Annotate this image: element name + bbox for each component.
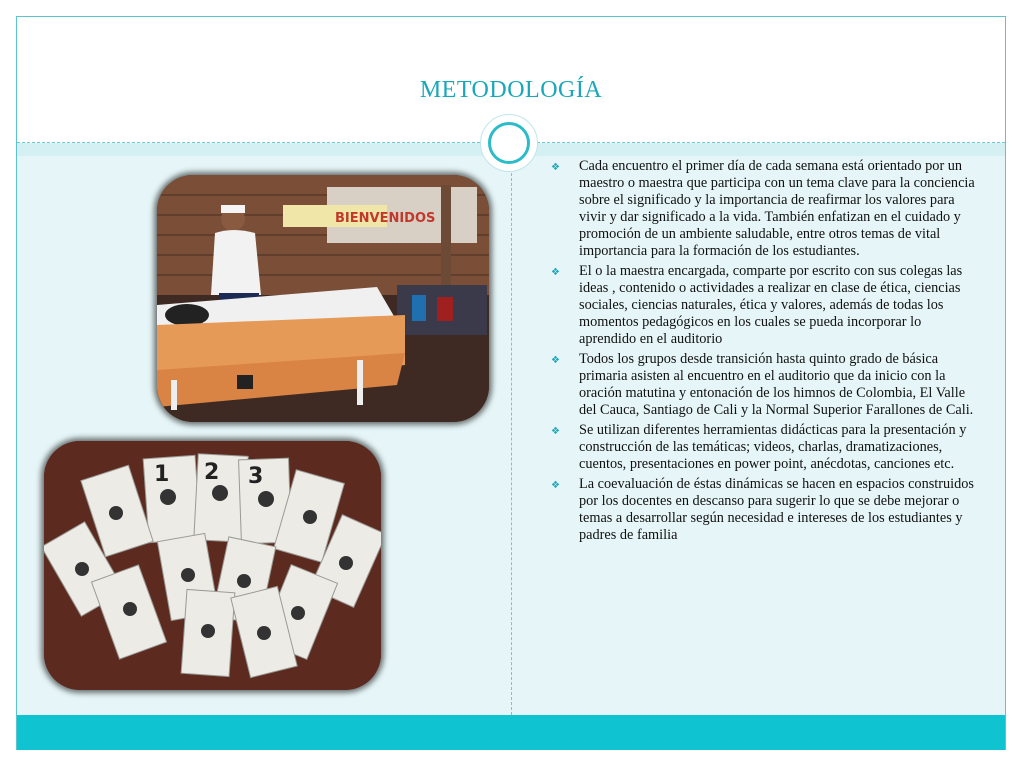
list-item <box>551 476 981 544</box>
list-item <box>551 422 981 473</box>
diamond-bullet-icon: ❖ <box>551 162 560 173</box>
bullet-text: La coevaluación de éstas dinámicas se hacen en espacios construidos por los docentes en descanso para sugerir lo que se debe mejorar o temas a desarrollar según necesidad e intereses de los estudiantes y padres de familia <box>579 476 975 543</box>
diamond-bullet-icon: ❖ <box>551 267 560 278</box>
footer-bar <box>17 715 1005 750</box>
svg-text:2: 2 <box>204 460 220 485</box>
bullet-text: Todos los grupos desde transición hasta quinto grado de básica primaria asisten al encuentro en el auditorio que da inicio con la oración matutina y entonación de los himnos de Colombia, El Valle del Cauca, Santiago de Cali y la Normal Superior Farallones de Cali. <box>579 351 974 418</box>
svg-text:1: 1 <box>154 462 170 487</box>
list-item <box>551 351 981 419</box>
photo-auditorium-dramatization <box>157 175 489 422</box>
bullet-text: Cada encuentro el primer día de cada semana está orientado por un maestro o maestra que participa con un tema clave para la conciencia sobre el significado y la importancia de reafirmar los valores para vivir y dar significado a la vida. También enfatizan en el cuidado y promoción de un ambiente saludable, entre otros temas de vital importancia para la formación de los estudiantes. <box>579 158 975 259</box>
diamond-bullet-icon: ❖ <box>551 426 560 437</box>
slide-title: METODOLOGÍA <box>419 77 603 103</box>
diamond-bullet-icon: ❖ <box>551 480 560 491</box>
diamond-bullet-icon: ❖ <box>551 355 560 366</box>
methodology-bullet-list <box>551 158 981 547</box>
circle-ornament-icon <box>480 114 538 172</box>
column-divider <box>511 143 512 715</box>
list-item <box>551 263 981 348</box>
bullet-text: El o la maestra encargada, comparte por escrito con sus colegas las ideas , contenido o actividades a realizar en clase de ética, ciencias sociales, ciencias naturales, ética y valores, además de todas los momentos pedagógicos en los cuales se pueda incorporar lo aprendido en el auditorio <box>579 263 963 347</box>
bullet-text: Se utilizan diferentes herramientas didácticas para la presentación y construcción de las temáticas; videos, charlas, dramatizaciones, cuentos, presentaciones en power point, anécdotas, canciones etc. <box>579 422 967 472</box>
svg-text:BIENVENIDOS: BIENVENIDOS <box>335 211 436 226</box>
svg-text:3: 3 <box>248 464 264 489</box>
list-item <box>551 158 981 260</box>
photo-printed-leaflets <box>44 441 381 690</box>
